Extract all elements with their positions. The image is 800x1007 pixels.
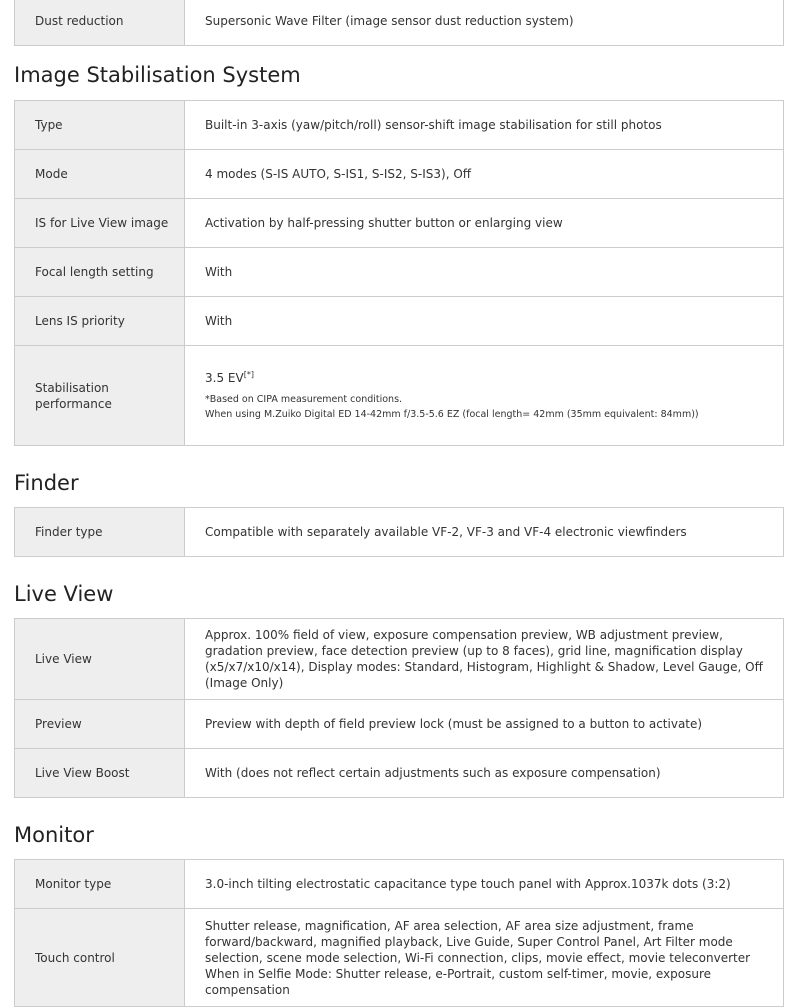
spec-table-live-view (14, 618, 784, 798)
touch-control-selfie-text: When in Selfie Mode: Shutter release, e-Portrait, custom self-timer, movie, exposure compensation (205, 966, 712, 997)
row-value: 3.0-inch tilting electrostatic capacitance type touch panel with Approx.1037k dots (3:2) (185, 860, 784, 909)
row-label: Touch control (15, 909, 185, 1007)
row-label: Finder type (15, 508, 185, 557)
touch-control-text: Shutter release, magnification, AF area selection, AF area size adjustment, frame forward/backward, magnified playback, Live Guide, Super Control Panel, Art Filter mode selection, scene mode selection, Wi-Fi connection, clips, movie effect, movie teleconverter (205, 918, 751, 965)
row-label: Live View (15, 619, 185, 700)
spec-page (14, 0, 784, 1007)
spec-table-sensor (14, 0, 784, 46)
row-value: Activation by half-pressing shutter button or enlarging view (185, 199, 784, 248)
footnote-mark: [*] (243, 369, 254, 379)
table-row (15, 909, 784, 1007)
performance-ev: 3.5 EV (205, 370, 244, 385)
row-value: Approx. 100% field of view, exposure compensation preview, WB adjustment preview, gradation preview, face detection preview (up to 8 faces), grid line, magnification display (x5/x7/x10/x14), Display modes: Standard, Histogram, Highlight & Shadow, Level Gauge, Off (Image Only) (185, 619, 784, 700)
table-row (15, 0, 784, 46)
table-row (15, 297, 784, 346)
row-label: Monitor type (15, 860, 185, 909)
table-row (15, 860, 784, 909)
row-label: IS for Live View image (15, 199, 185, 248)
table-row (15, 700, 784, 749)
row-value (185, 909, 784, 1007)
spec-table-finder (14, 507, 784, 557)
row-value: Preview with depth of field preview lock (must be assigned to a button to activate) (185, 700, 784, 749)
table-row (15, 150, 784, 199)
row-value: With (does not reflect certain adjustments such as exposure compensation) (185, 749, 784, 798)
section-title-finder: Finder (14, 471, 79, 495)
spec-table-image-stabilisation (14, 100, 784, 446)
section-title-image-stabilisation: Image Stabilisation System (14, 63, 301, 87)
row-value: Supersonic Wave Filter (image sensor dust reduction system) (185, 0, 784, 46)
row-label: Focal length setting (15, 248, 185, 297)
row-label: Stabilisation performance (15, 346, 185, 446)
row-value: With (185, 248, 784, 297)
row-value: 4 modes (S-IS AUTO, S-IS1, S-IS2, S-IS3), Off (185, 150, 784, 199)
row-label: Lens IS priority (15, 297, 185, 346)
row-label: Type (15, 101, 185, 150)
table-row (15, 248, 784, 297)
performance-note: *Based on CIPA measurement conditions. (205, 393, 403, 405)
row-value: Compatible with separately available VF-2, VF-3 and VF-4 electronic viewfinders (185, 508, 784, 557)
table-row (15, 199, 784, 248)
table-row (15, 346, 784, 446)
row-value: Built-in 3-axis (yaw/pitch/roll) sensor-shift image stabilisation for still photos (185, 101, 784, 150)
table-row (15, 508, 784, 557)
performance-note: When using M.Zuiko Digital ED 14-42mm f/3.5-5.6 EZ (focal length= 42mm (35mm equivalent: 84mm)) (205, 408, 699, 420)
row-label: Preview (15, 700, 185, 749)
table-row (15, 619, 784, 700)
row-value: With (185, 297, 784, 346)
row-value (185, 346, 784, 446)
row-label: Dust reduction (15, 0, 185, 46)
row-label: Live View Boost (15, 749, 185, 798)
row-label: Mode (15, 150, 185, 199)
section-title-live-view: Live View (14, 582, 114, 606)
spec-table-monitor (14, 859, 784, 1007)
performance-value (205, 370, 767, 386)
table-row (15, 749, 784, 798)
table-row (15, 101, 784, 150)
section-title-monitor: Monitor (14, 823, 94, 847)
